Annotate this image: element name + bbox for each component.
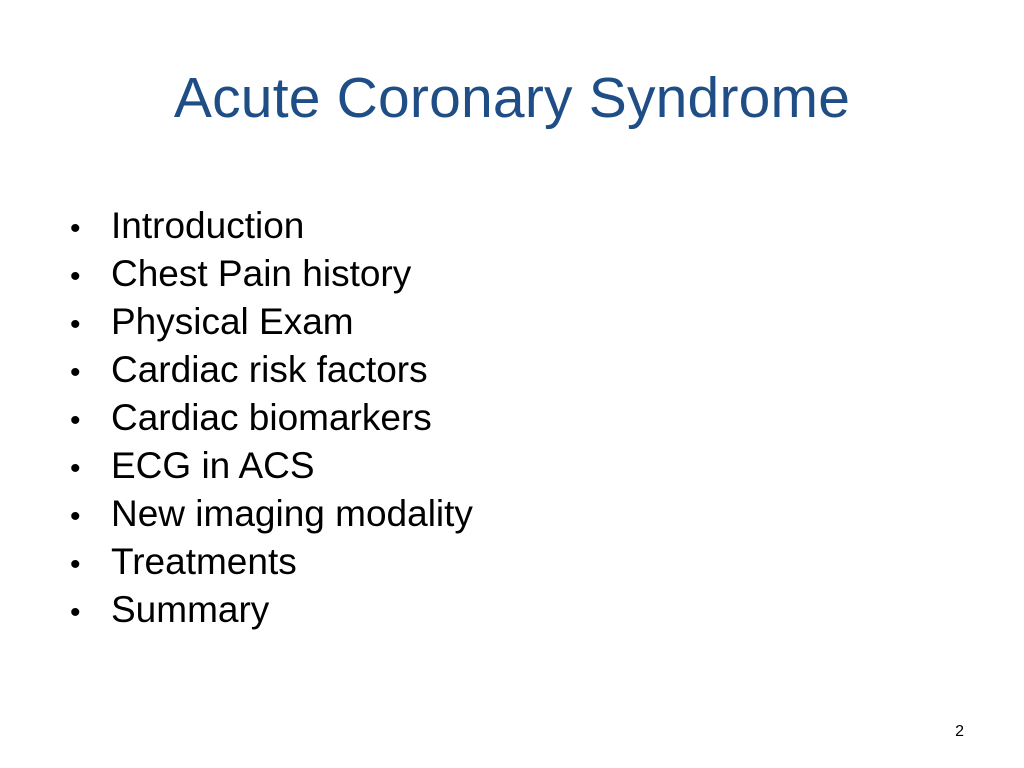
bullet-icon: • xyxy=(70,260,81,293)
list-item xyxy=(70,538,473,586)
list-item-text: Chest Pain history xyxy=(111,253,412,294)
bullet-icon: • xyxy=(70,356,81,389)
bullet-icon: • xyxy=(70,548,81,581)
list-item-text: Treatments xyxy=(111,541,297,582)
slide-title: Acute Coronary Syndrome xyxy=(173,66,851,130)
list-item-text: New imaging modality xyxy=(111,493,473,534)
list-item xyxy=(70,250,473,298)
page-number: 2 xyxy=(955,723,964,740)
bullet-icon: • xyxy=(70,596,81,629)
list-item-text: ECG in ACS xyxy=(111,445,315,486)
list-item-text: Summary xyxy=(111,589,270,630)
list-item-text: Cardiac biomarkers xyxy=(111,397,432,438)
list-item xyxy=(70,442,473,490)
list-item xyxy=(70,346,473,394)
list-item-text: Introduction xyxy=(111,205,305,246)
list-item xyxy=(70,298,473,346)
list-item-text: Physical Exam xyxy=(111,301,354,342)
list-item-text: Cardiac risk factors xyxy=(111,349,428,390)
bullet-icon: • xyxy=(70,212,81,245)
list-item xyxy=(70,394,473,442)
list-item xyxy=(70,586,473,634)
bullet-icon: • xyxy=(70,404,81,437)
bullet-icon: • xyxy=(70,452,81,485)
bullet-icon: • xyxy=(70,308,81,341)
bullet-icon: • xyxy=(70,500,81,533)
bullet-list xyxy=(70,202,473,634)
list-item xyxy=(70,202,473,250)
list-item xyxy=(70,490,473,538)
